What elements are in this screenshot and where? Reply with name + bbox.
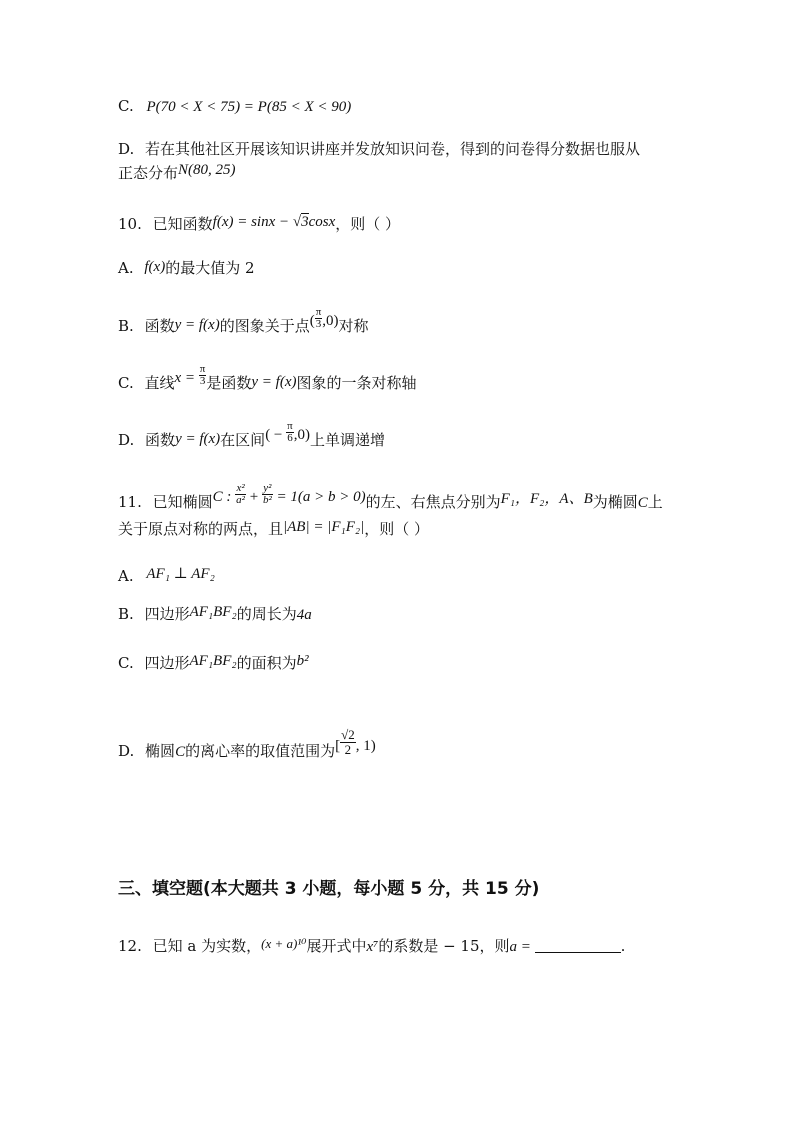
- question-text: ，则（ ）: [364, 520, 429, 538]
- math-expression: b²: [296, 653, 309, 669]
- math-part: (: [309, 313, 315, 329]
- option-text: 的最大值为 2: [165, 259, 255, 277]
- math-expression: x⁷: [366, 939, 379, 955]
- numerator: √2: [341, 727, 355, 742]
- option-text: 对称: [338, 317, 369, 335]
- option-text: 若在其他社区开展该知识讲座并发放知识问卷，得到的问卷得分数据也服从: [145, 140, 641, 158]
- q9-option-d-line1: [118, 139, 640, 159]
- option-label: C.: [118, 97, 134, 115]
- math-part: ，: [544, 491, 560, 507]
- option-label: C.: [118, 654, 134, 672]
- math-expression: AF₁BF₂: [189, 604, 237, 620]
- math-expression: AF₁BF₂: [189, 653, 237, 669]
- option-label: B.: [118, 317, 134, 335]
- q11-option-a: [118, 564, 215, 586]
- question-text: 上: [647, 493, 663, 511]
- q11-stem-line2: [118, 517, 429, 539]
- math-expression: (x + a)¹⁰: [261, 936, 307, 951]
- q9-option-d-line2: [118, 160, 236, 183]
- option-text: 图象的一条对称轴: [296, 374, 417, 392]
- math-expression: AF₁ ⊥ AF₂: [146, 566, 215, 582]
- numerator: π: [315, 306, 322, 318]
- question-text: 的左、右焦点分别为: [365, 493, 501, 511]
- math-part: = 1(a > b > 0): [272, 489, 366, 505]
- fraction: [235, 483, 246, 506]
- option-text: 的离心率的取值范围为: [185, 742, 336, 760]
- q10-option-d: [118, 421, 385, 450]
- numerator: π: [199, 363, 206, 375]
- math-part: , 1): [355, 738, 376, 754]
- q11-option-d: [118, 728, 376, 762]
- math-part: [: [335, 738, 341, 754]
- denominator: b²: [262, 494, 272, 506]
- option-text: 是函数: [206, 374, 252, 392]
- question-text: 的系数是 − 15，则: [378, 937, 510, 955]
- math-part: 3: [301, 214, 309, 230]
- math-expression: y = f(x): [251, 374, 297, 390]
- option-label: A.: [118, 567, 134, 585]
- q10-option-b: [118, 307, 369, 336]
- math-expression: |AB| = |F₁F₂|: [283, 519, 365, 535]
- numerator: y²: [263, 482, 272, 494]
- denominator: a²: [236, 494, 245, 506]
- math-expression: N(80, 25): [178, 162, 236, 178]
- answer-blank[interactable]: [535, 938, 621, 953]
- q11-stem-line1: [118, 483, 663, 513]
- question-text: 展开式中: [306, 937, 367, 955]
- question-number: 11.: [118, 493, 142, 511]
- option-text: 的周长为: [236, 605, 297, 623]
- denominator: 3: [315, 318, 322, 330]
- option-label: C.: [118, 374, 134, 392]
- option-text: 四边形: [144, 654, 190, 672]
- option-label: A.: [118, 259, 134, 277]
- math-part: cosx: [308, 214, 336, 230]
- q11-option-b: [118, 602, 312, 625]
- q10-option-a: [118, 257, 255, 278]
- denominator: 2: [344, 742, 352, 757]
- fraction: [340, 728, 356, 757]
- fraction: [262, 483, 273, 506]
- denominator: 3: [199, 375, 206, 387]
- sqrt-symbol: √: [292, 214, 302, 230]
- question-text: 已知 a 为实数，: [152, 937, 262, 955]
- math-expression: a =: [509, 939, 535, 955]
- option-text: 在区间: [220, 431, 266, 449]
- math-part: A、B: [559, 491, 593, 507]
- question-number: 10.: [118, 215, 142, 233]
- numerator: π: [287, 420, 293, 432]
- question-text: 为椭圆: [592, 493, 638, 511]
- math-expression: 4a: [296, 607, 312, 623]
- option-label: D.: [118, 140, 135, 158]
- math-part: +: [245, 489, 262, 505]
- math-part: C: [637, 495, 648, 511]
- question-text: 关于原点对称的两点，且: [118, 520, 284, 538]
- math-part: x =: [174, 370, 199, 386]
- option-text: 函数: [145, 431, 176, 449]
- math-part: ,0): [322, 313, 339, 329]
- option-text: 椭圆: [145, 742, 176, 760]
- question-text: .: [620, 937, 626, 955]
- option-text: 上单调递增: [309, 431, 385, 449]
- q9-option-c: [118, 96, 351, 117]
- math-part: f(x) = sinx −: [212, 214, 293, 230]
- math-expression: y = f(x): [174, 317, 220, 333]
- option-text: 四边形: [144, 605, 190, 623]
- math-part: ( −: [265, 427, 287, 443]
- option-text: 正态分布: [118, 164, 179, 182]
- question-number: 12.: [118, 937, 142, 955]
- option-text: 的面积为: [236, 654, 297, 672]
- option-text: 直线: [144, 374, 175, 392]
- question-text: ，则（ ）: [335, 215, 401, 233]
- q10-option-c: [118, 364, 417, 393]
- math-part: C: [175, 744, 186, 760]
- option-label: D.: [118, 742, 135, 760]
- option-text: 的图象关于点: [219, 317, 310, 335]
- option-label: D.: [118, 431, 135, 449]
- q12-stem: [118, 934, 625, 957]
- math-part: C :: [212, 489, 236, 505]
- q10-stem: [118, 212, 400, 234]
- math-part: ,0): [293, 427, 310, 443]
- math-expression: [213, 213, 336, 230]
- question-text: 已知椭圆: [152, 493, 213, 511]
- section-heading: 三、填空题(本大题共 3 小题，每小题 5 分，共 15 分): [118, 879, 540, 899]
- fraction: [286, 421, 294, 444]
- denominator: 6: [287, 432, 293, 444]
- option-text: 函数: [144, 317, 175, 335]
- math-part: F₁，F₂: [500, 491, 545, 507]
- numerator: x²: [236, 482, 245, 494]
- question-text: 已知函数: [152, 215, 213, 233]
- option-label: B.: [118, 605, 134, 623]
- math-expression: y = f(x): [175, 431, 221, 447]
- math-expression: f(x): [144, 259, 166, 275]
- q11-option-c: [118, 651, 309, 673]
- math-expression: P(70 < X < 75) = P(85 < X < 90): [146, 99, 352, 115]
